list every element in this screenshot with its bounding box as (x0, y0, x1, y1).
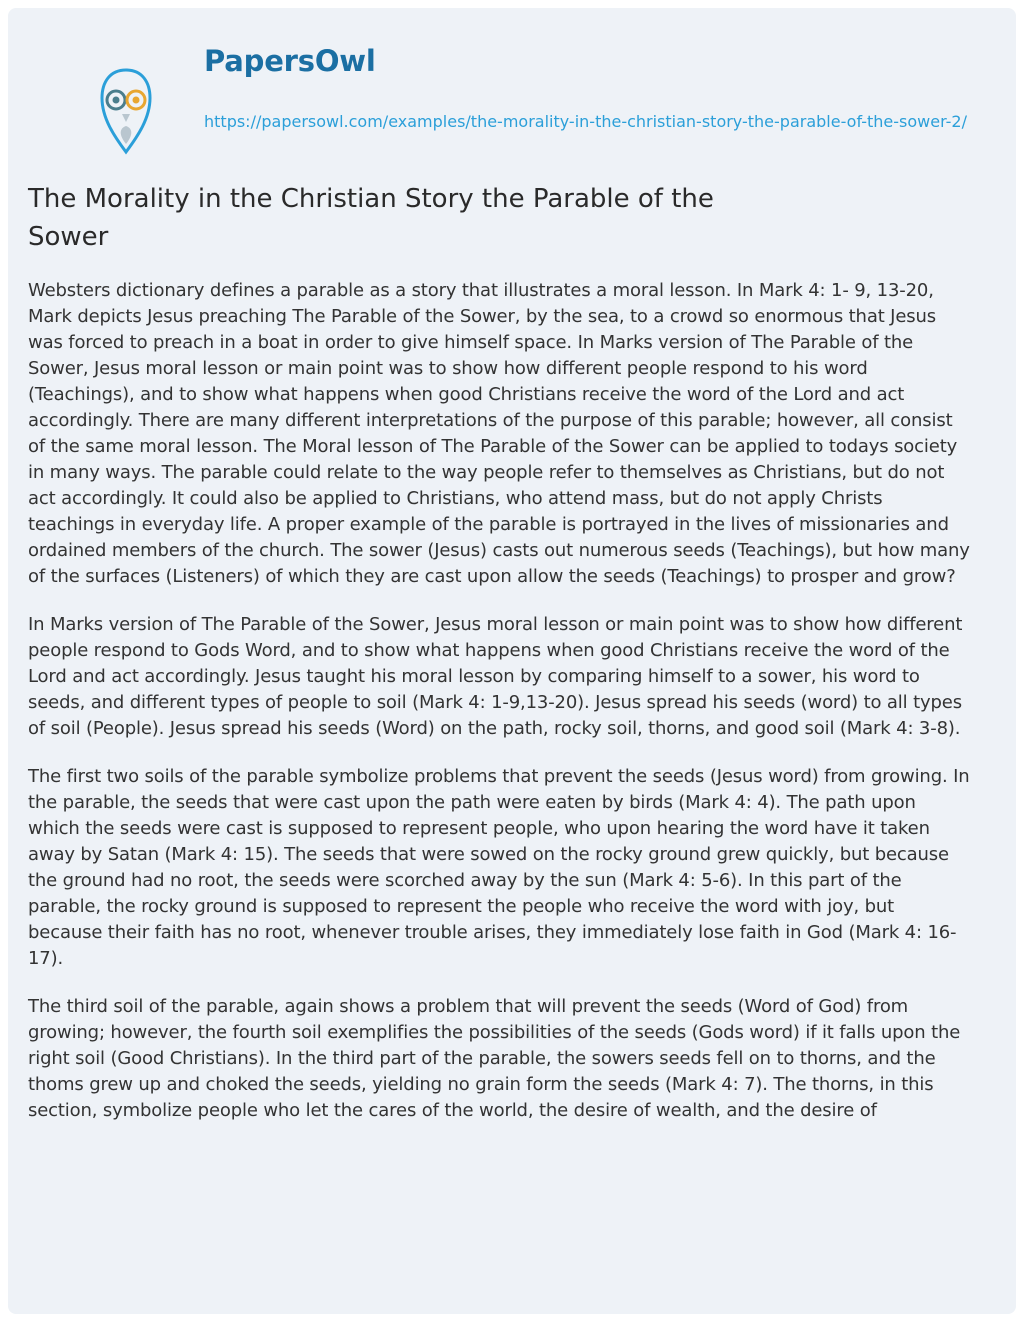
paragraph: Websters dictionary defines a parable as a story that illustrates a moral lesson. In Mark 4: 1- 9, 13-20, Mark depicts Jesus preaching The Parable of the Sower, by the sea, to a crowd so enormous that Jesus was forced to preach in a boat in order to give himself space. In Marks version of The Parable of the Sower, Jesus moral lesson or main point was to show how different people respond to his word (Teachings), and to show what happens when good Christians receive the word of the Lord and act accordingly. There are many different interpretations of the purpose of this parable; however, all consist of the same moral lesson. The Moral lesson of The Parable of the Sower can be applied to todays society in many ways. The parable could relate to the way people refer to themselves as Christians, but do not act accordingly. It could also be applied to Christians, who attend mass, but do not apply Christs teachings in everyday life. A proper example of the parable is portrayed in the lives of missionaries and ordained members of the church. The sower (Jesus) casts out numerous seeds (Teachings), but how many of the surfaces (Listeners) of which they are cast upon allow the seeds (Teachings) to prosper and grow? (28, 280, 970, 587)
document-card (8, 8, 1016, 1314)
paragraph: The third soil of the parable, again shows a problem that will prevent the seeds (Word of God) from growing; however, the fourth soil exemplifies the possibilities of the seeds (Gods word) if it falls upon the right soil (Good Christians). In the third part of the parable, the sowers seeds fell on to thorns, and the thoms grew up and choked the seeds, yielding no grain form the seeds (Mark 4: 7). The thorns, in this section, symbolize people who let the cares of the world, the desire of wealth, and the desire of (28, 996, 961, 1121)
paragraph: The first two soils of the parable symbolize problems that prevent the seeds (Jesus word) from growing. In the parable, the seeds that were cast upon the path were eaten by birds (Mark 4: 4). The path upon which the seeds were cast is supposed to represent people, who upon hearing the word have it taken away by Satan (Mark 4: 15). The seeds that were sowed on the rocky ground grew quickly, but because the ground had no root, the seeds were scorched away by the sun (Mark 4: 5-6). In this part of the parable, the rocky ground is supposed to represent the people who receive the word with joy, but because their faith has no root, whenever trouble arises, they immediately lose faith in God (Mark 4: 16-17). (28, 766, 970, 969)
page-title: The Morality in the Christian Story the Parable of the Sower (28, 184, 714, 252)
paragraph: In Marks version of The Parable of the Sower, Jesus moral lesson or main point was to show how different people respond to Gods Word, and to show what happens when good Christians receive the word of the Lord and act accordingly. Jesus taught his moral lesson by comparing himself to a sower, his word to seeds, and different types of people to soil (Mark 4: 1-9,13-20). Jesus spread his seeds (word) to all types of soil (People). Jesus spread his seeds (Word) on the path, rocky soil, thorns, and good soil (Mark 4: 3-8). (28, 614, 963, 739)
brand-name: PapersOwl (204, 44, 376, 78)
header (60, 8, 967, 168)
owl-logo-icon (100, 66, 152, 156)
source-url-link[interactable]: https://papersowl.com/examples/the-morality-in-the-christian-story-the-parable-of-the-sower-2/ (204, 112, 967, 131)
article-body (28, 278, 972, 1124)
